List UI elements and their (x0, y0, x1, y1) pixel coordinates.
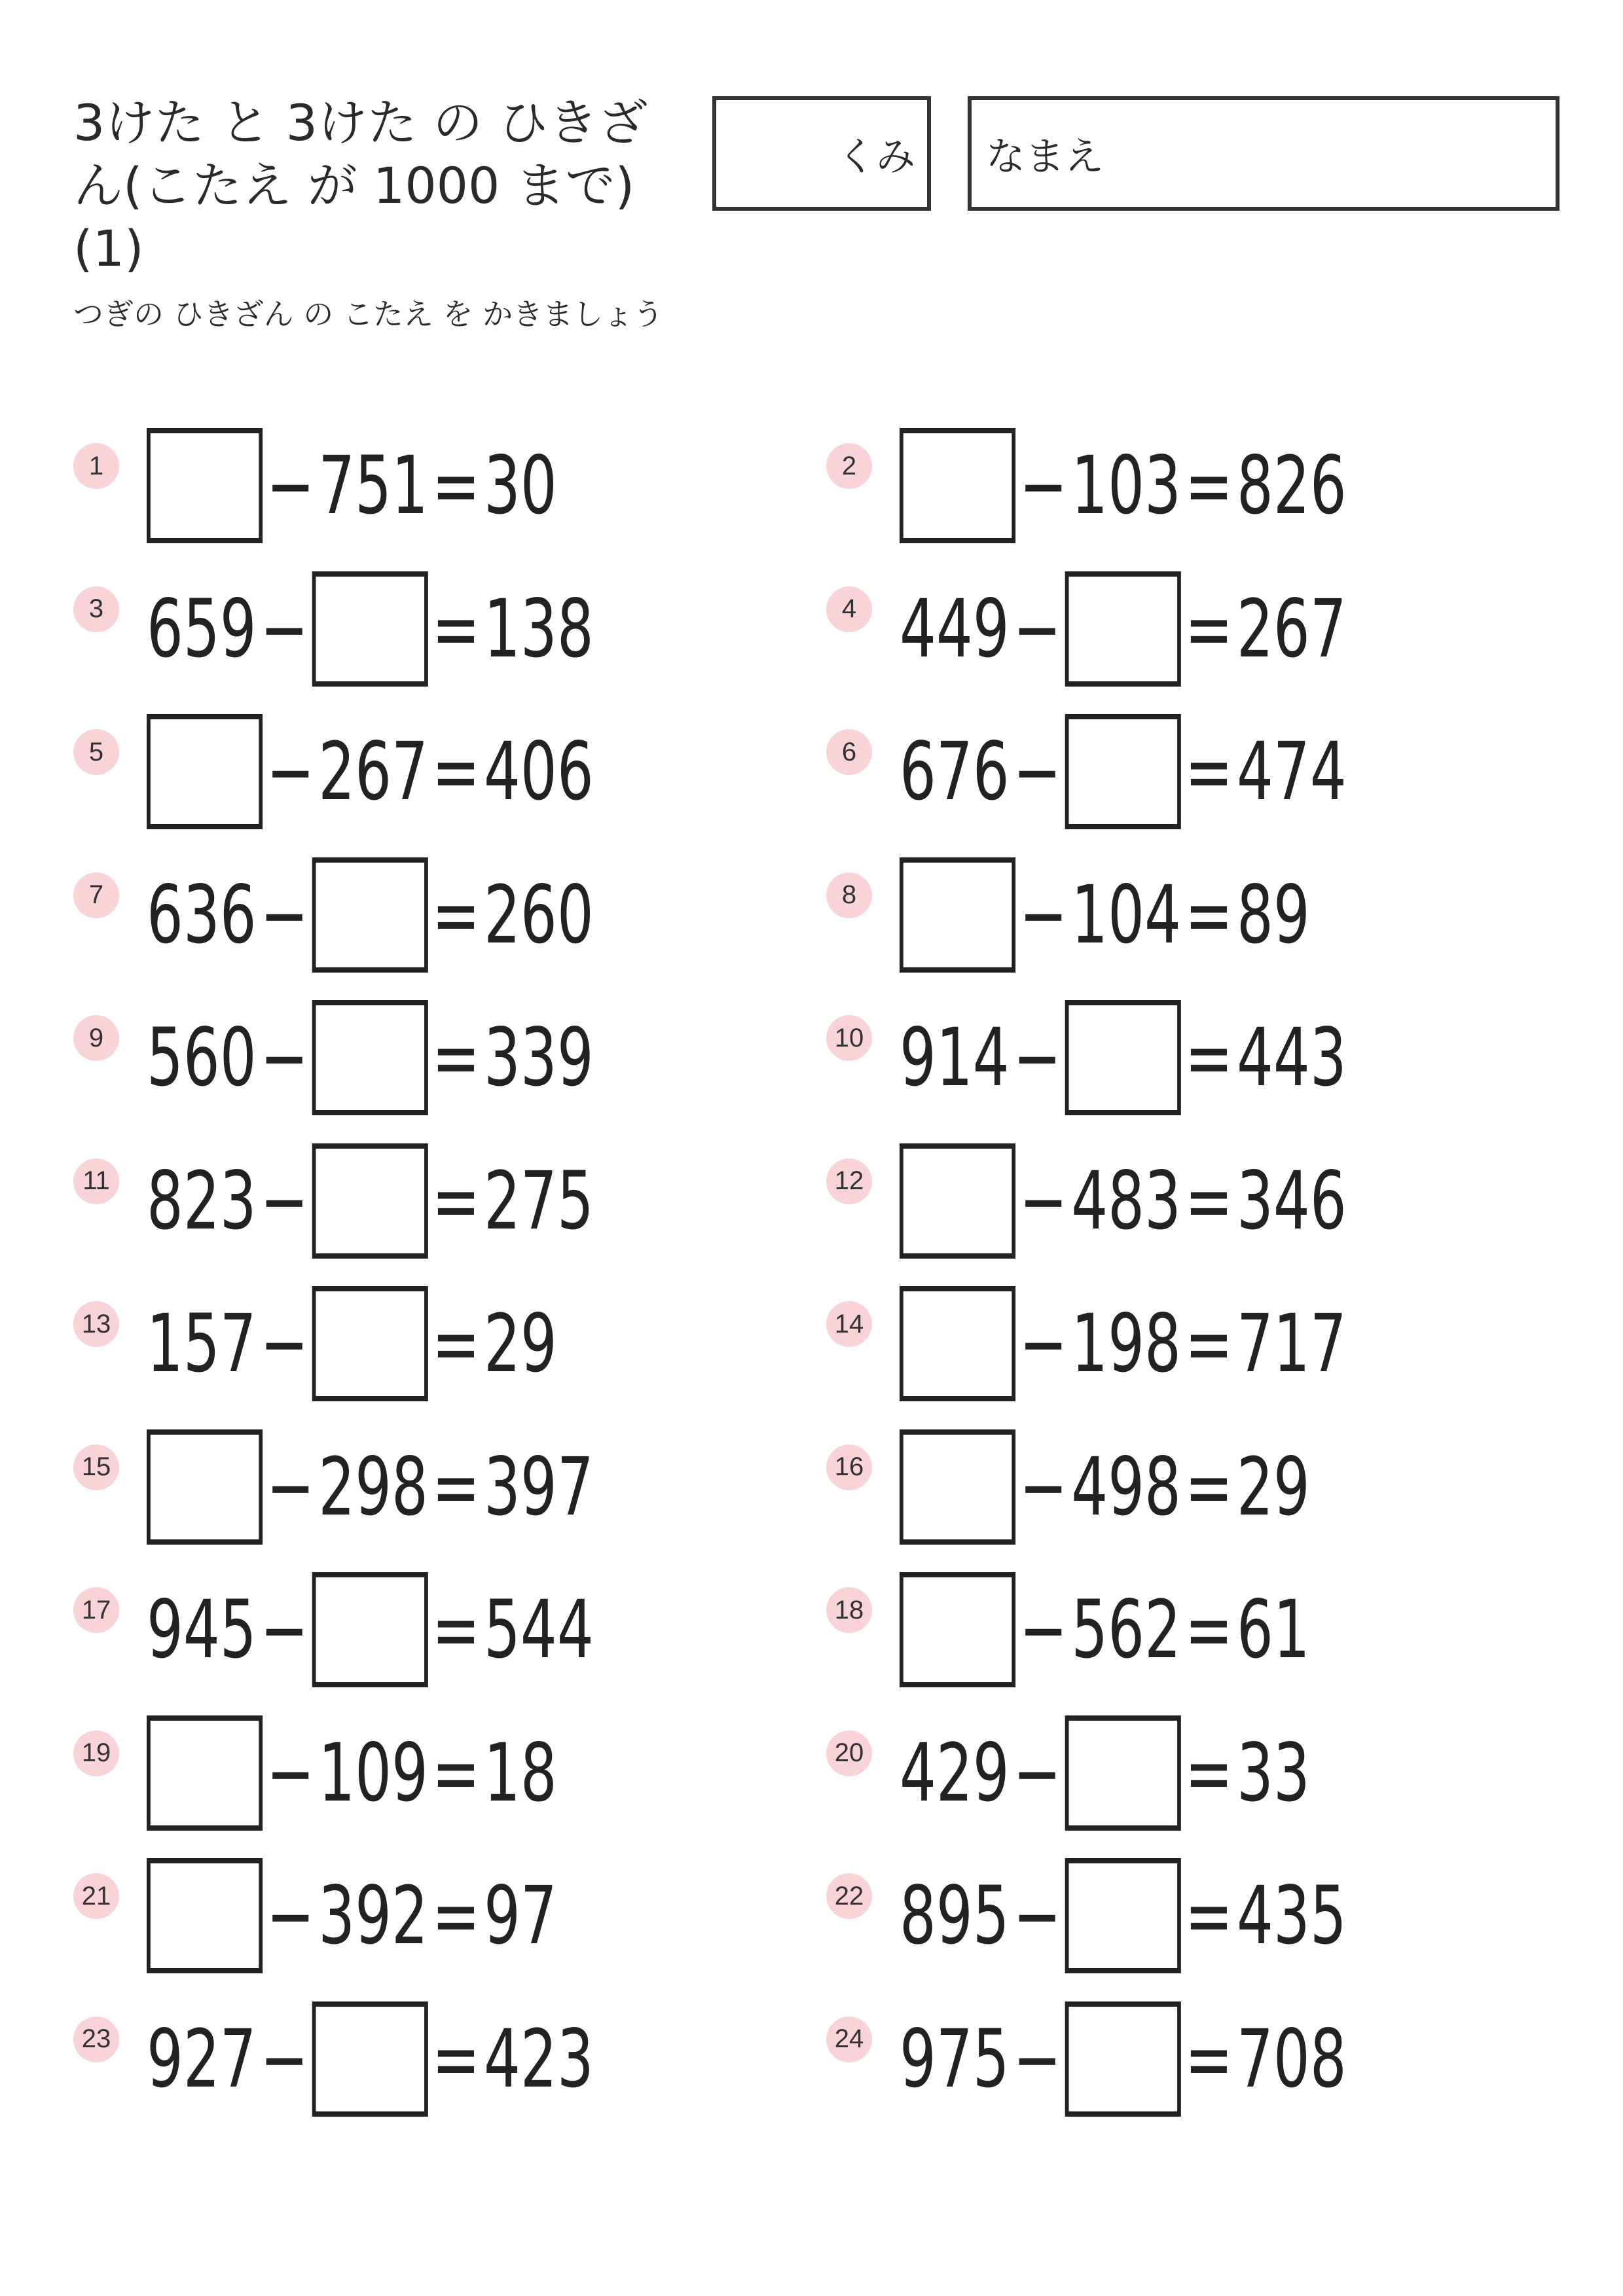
equation (900, 712, 1347, 831)
minus-sign: − (266, 1869, 315, 1962)
answer-box[interactable] (900, 1143, 1015, 1259)
operand-c: 708 (1237, 2012, 1347, 2106)
answer-box[interactable] (1065, 1715, 1181, 1831)
operand-a: 449 (900, 582, 1010, 675)
minus-sign: − (260, 1011, 309, 1104)
operand-c: 435 (1237, 1869, 1347, 1962)
operand-b: 109 (318, 1726, 428, 1820)
operand-a: 676 (900, 725, 1010, 818)
operand-a: 927 (147, 2012, 257, 2106)
equation (900, 1570, 1310, 1689)
operand-b: 751 (318, 439, 428, 532)
operand-a: 560 (147, 1011, 257, 1104)
answer-box[interactable] (900, 1286, 1015, 1401)
equals-sign: = (431, 1726, 481, 1820)
operand-a: 157 (147, 1297, 257, 1390)
minus-sign: − (260, 1154, 309, 1247)
equation (147, 1856, 557, 1975)
equals-sign: = (431, 1154, 481, 1247)
minus-sign: − (260, 582, 309, 675)
problem-number-badge: 22 (826, 1873, 872, 1919)
equals-sign: = (431, 725, 481, 818)
equation (900, 1141, 1347, 1261)
minus-sign: − (260, 1297, 309, 1390)
minus-sign: − (1013, 582, 1062, 675)
operand-c: 397 (484, 1440, 594, 1534)
instruction-text: つぎの ひきざん の こたえ を かきましょう (73, 296, 664, 332)
equals-sign: = (431, 1011, 481, 1104)
equals-sign: = (431, 1440, 481, 1534)
problem-number-badge: 6 (826, 729, 872, 775)
equals-sign: = (431, 868, 481, 961)
operand-a: 975 (900, 2012, 1010, 2106)
problem-number-badge: 14 (826, 1301, 872, 1347)
equation (900, 2000, 1347, 2119)
minus-sign: − (266, 1726, 315, 1820)
problem-number-badge: 23 (73, 2017, 119, 2062)
answer-box[interactable] (1065, 571, 1181, 687)
answer-box[interactable] (1065, 1858, 1181, 1973)
equals-sign: = (431, 1583, 481, 1676)
operand-c: 18 (484, 1726, 557, 1820)
problem-number-badge: 18 (826, 1587, 872, 1633)
answer-box[interactable] (147, 1858, 263, 1973)
operand-c: 423 (484, 2012, 594, 2106)
problem-number-badge: 8 (826, 872, 872, 918)
operand-c: 474 (1237, 725, 1347, 818)
operand-c: 89 (1237, 868, 1310, 961)
problem-number-badge: 13 (73, 1301, 119, 1347)
operand-c: 826 (1237, 439, 1347, 532)
operand-b: 104 (1071, 868, 1181, 961)
equals-sign: = (1184, 1154, 1233, 1247)
equation (900, 1856, 1347, 1975)
equals-sign: = (431, 2012, 481, 2106)
operand-a: 659 (147, 582, 257, 675)
operand-b: 498 (1071, 1440, 1181, 1534)
minus-sign: − (1013, 725, 1062, 818)
minus-sign: − (1013, 1726, 1062, 1820)
equation (900, 426, 1347, 545)
operand-c: 33 (1237, 1726, 1310, 1820)
operand-b: 267 (318, 725, 428, 818)
equation (147, 2000, 594, 2119)
equation (147, 569, 594, 689)
problem-number-badge: 17 (73, 1587, 119, 1633)
minus-sign: − (260, 2012, 309, 2106)
problem-number-badge: 21 (73, 1873, 119, 1919)
equals-sign: = (1184, 2012, 1233, 2106)
equation (147, 426, 557, 545)
minus-sign: − (1013, 2012, 1062, 2106)
answer-box[interactable] (312, 1572, 428, 1687)
answer-box[interactable] (312, 857, 428, 973)
problem-number-badge: 20 (826, 1731, 872, 1776)
equals-sign: = (1184, 1011, 1233, 1104)
answer-box[interactable] (312, 1000, 428, 1115)
minus-sign: − (1019, 1583, 1068, 1676)
minus-sign: − (1013, 1011, 1062, 1104)
equation (147, 712, 594, 831)
equation (900, 855, 1310, 975)
operand-b: 562 (1071, 1583, 1181, 1676)
answer-box[interactable] (312, 2001, 428, 2117)
answer-box[interactable] (147, 1429, 263, 1545)
problem-number-badge: 19 (73, 1731, 119, 1776)
minus-sign: − (260, 868, 309, 961)
class-field[interactable] (712, 96, 931, 211)
equals-sign: = (431, 582, 481, 675)
minus-sign: − (1019, 439, 1068, 532)
operand-a: 895 (900, 1869, 1010, 1962)
equation (147, 1427, 594, 1547)
equals-sign: = (431, 1297, 481, 1390)
operand-b: 198 (1071, 1297, 1181, 1390)
minus-sign: − (266, 439, 315, 532)
operand-c: 544 (484, 1583, 594, 1676)
problem-number-badge: 9 (73, 1015, 119, 1061)
operand-c: 30 (484, 439, 557, 532)
operand-c: 138 (484, 582, 594, 675)
operand-a: 429 (900, 1726, 1010, 1820)
operand-c: 339 (484, 1011, 594, 1104)
equation (147, 1713, 557, 1833)
minus-sign: − (1013, 1869, 1062, 1962)
answer-box[interactable] (1065, 2001, 1181, 2117)
equals-sign: = (1184, 1583, 1233, 1676)
minus-sign: − (1019, 1440, 1068, 1534)
equation (900, 569, 1347, 689)
minus-sign: − (266, 725, 315, 818)
problem-number-badge: 11 (73, 1158, 119, 1204)
equation (900, 998, 1347, 1117)
operand-c: 275 (484, 1154, 594, 1247)
operand-b: 298 (318, 1440, 428, 1534)
operand-c: 29 (1237, 1440, 1310, 1534)
operand-c: 717 (1237, 1297, 1347, 1390)
operand-b: 103 (1071, 439, 1181, 532)
problem-number-badge: 3 (73, 586, 119, 632)
answer-box[interactable] (1065, 714, 1181, 829)
equals-sign: = (1184, 868, 1233, 961)
equals-sign: = (1184, 1869, 1233, 1962)
problem-number-badge: 12 (826, 1158, 872, 1204)
equation (147, 1284, 557, 1403)
equation (900, 1427, 1310, 1547)
answer-box[interactable] (312, 1143, 428, 1259)
answer-box[interactable] (147, 428, 263, 543)
equals-sign: = (431, 1869, 481, 1962)
minus-sign: − (1019, 868, 1068, 961)
equals-sign: = (1184, 725, 1233, 818)
operand-a: 636 (147, 868, 257, 961)
equals-sign: = (1184, 439, 1233, 532)
answer-box[interactable] (147, 1715, 263, 1831)
problem-number-badge: 1 (73, 443, 119, 489)
operand-c: 443 (1237, 1011, 1347, 1104)
problem-number-badge: 7 (73, 872, 119, 918)
problem-number-badge: 24 (826, 2017, 872, 2062)
operand-c: 29 (484, 1297, 557, 1390)
operand-a: 914 (900, 1011, 1010, 1104)
equals-sign: = (1184, 1440, 1233, 1534)
operand-c: 406 (484, 725, 594, 818)
equation (147, 1141, 594, 1261)
answer-box[interactable] (1065, 1000, 1181, 1115)
equation (147, 1570, 594, 1689)
operand-a: 945 (147, 1583, 257, 1676)
answer-box[interactable] (900, 428, 1015, 543)
answer-box[interactable] (312, 1286, 428, 1401)
equation (147, 998, 594, 1117)
worksheet-title: 3けた と 3けた の ひきざん(こたえ が 1000 まで)(1) (73, 94, 648, 278)
answer-box[interactable] (147, 714, 263, 829)
equals-sign: = (1184, 1726, 1233, 1820)
class-label: くみ (837, 134, 915, 180)
minus-sign: − (1019, 1154, 1068, 1247)
operand-b: 392 (318, 1869, 428, 1962)
problem-number-badge: 15 (73, 1444, 119, 1490)
operand-c: 267 (1237, 582, 1347, 675)
equals-sign: = (431, 439, 481, 532)
answer-box[interactable] (900, 1429, 1015, 1545)
operand-c: 346 (1237, 1154, 1347, 1247)
minus-sign: − (260, 1583, 309, 1676)
minus-sign: − (266, 1440, 315, 1534)
name-field[interactable] (968, 96, 1559, 211)
answer-box[interactable] (312, 571, 428, 687)
problem-number-badge: 2 (826, 443, 872, 489)
equation (900, 1713, 1310, 1833)
operand-b: 483 (1071, 1154, 1181, 1247)
minus-sign: − (1019, 1297, 1068, 1390)
equals-sign: = (1184, 1297, 1233, 1390)
problem-number-badge: 5 (73, 729, 119, 775)
equation (147, 855, 594, 975)
operand-c: 61 (1237, 1583, 1310, 1676)
name-label: なまえ (986, 134, 1104, 180)
problem-number-badge: 16 (826, 1444, 872, 1490)
operand-c: 97 (484, 1869, 557, 1962)
answer-box[interactable] (900, 1572, 1015, 1687)
problem-number-badge: 4 (826, 586, 872, 632)
operand-c: 260 (484, 868, 594, 961)
operand-a: 823 (147, 1154, 257, 1247)
answer-box[interactable] (900, 857, 1015, 973)
equals-sign: = (1184, 582, 1233, 675)
problem-number-badge: 10 (826, 1015, 872, 1061)
equation (900, 1284, 1347, 1403)
